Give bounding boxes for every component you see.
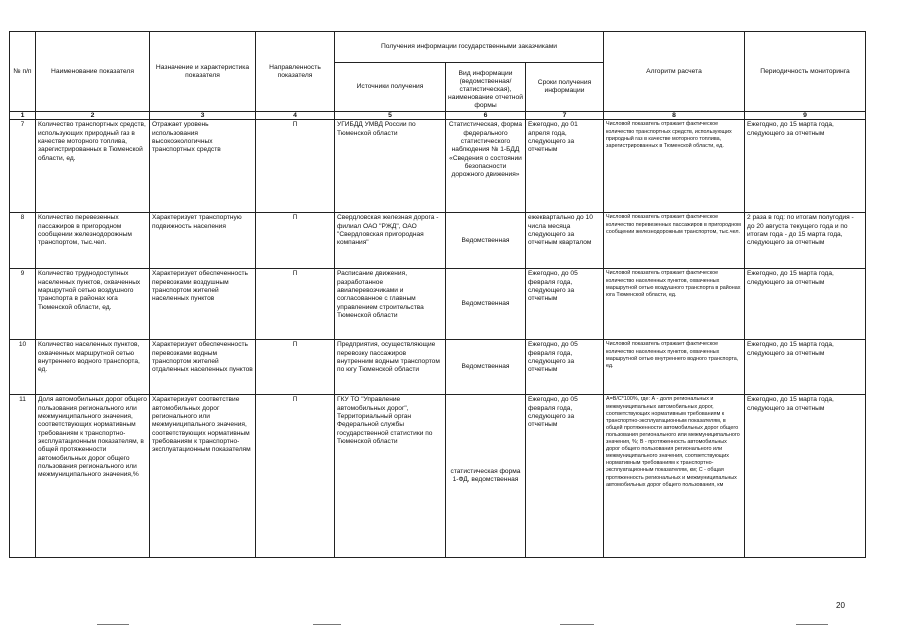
calculation-algorithm: Числовой показатель отражает фактическое количество транспортных средств, использующих природный газ в качестве моторного топлива, зарегистрированных в Тюменской области, ед.	[604, 120, 745, 213]
info-terms: Ежегодно, до 05 февраля года, следующего за отчетным	[526, 269, 604, 340]
page-number: 20	[836, 601, 845, 610]
info-terms: Ежегодно, до 05 февраля года, следующего за отчетным	[526, 340, 604, 395]
scan-artifact-line	[97, 624, 129, 625]
header-periodicity: Периодичность мониторинга	[745, 32, 866, 112]
calculation-algorithm: Числовой показатель отражает фактическое количество населенных пунктов, охваченных маршрутной сетью внутреннего водного транспорта, ед.	[604, 340, 745, 395]
info-kind: статистическая форма 1-ФД, ведомственная	[446, 395, 526, 558]
indicator-purpose: Отражает уровень использования высокоэкологичных транспортных средств	[150, 120, 256, 213]
info-terms: ежеквартально до 10 числа месяца следующего за отчетным кварталом	[526, 213, 604, 269]
info-source: УГИБДД УМВД России по Тюменской области	[335, 120, 446, 213]
header-terms: Сроки получения информации	[526, 63, 604, 112]
col-number: 7	[526, 112, 604, 120]
indicator-purpose: Характеризует соответствие автомобильных дорог регионального или межмуниципального значения, соответствующих нормативным требованиям к транспортно-эксплуатационным показателям	[150, 395, 256, 558]
column-numbers-row	[10, 112, 866, 120]
header-info-group: Получения информации государственными заказчиками	[335, 32, 604, 63]
indicator-name: Количество транспортных средств, использующих природный газ в качестве моторного топлива, зарегистрированных в Тюменской области, ед.	[36, 120, 150, 213]
table-row	[10, 213, 866, 269]
info-source: Расписание движения, разработанное авиаперевозчиками и согласованное с главным управлением строительства Тюменской области	[335, 269, 446, 340]
header-row-top	[10, 32, 866, 63]
info-kind: Ведомственная	[446, 269, 526, 340]
info-terms: Ежегодно, до 01 апреля года, следующего за отчетным	[526, 120, 604, 213]
table-row	[10, 395, 866, 558]
col-number: 1	[10, 112, 36, 120]
col-number: 4	[256, 112, 335, 120]
col-number: 6	[446, 112, 526, 120]
col-number: 2	[36, 112, 150, 120]
info-kind: Статистическая, форма федерального статистического наблюдения № 1-БДД «Сведения о состоянии безопасности дорожного движения»	[446, 120, 526, 213]
calculation-algorithm: А=В/С*100%, где: А - доля региональных и межмуниципальных автомобильных дорог, соответствующих нормативным требованиям к транспортно-эксплуатационным показателям, в общей протяженности автомобильных дорог общего пользования регионального или межмуниципального значения, %; В - протяженность автомобильных дорог общего пользования регионального или межмуниципального значения, соответствующих нормативным требованиям к транспортно-эксплуатационным показателям, км; С - общая протяженность региональных и межмуниципальных автомобильных дорог общего пользования, км	[604, 395, 745, 558]
indicator-direction: П	[256, 395, 335, 558]
calculation-algorithm: Числовой показатель отражает фактическое количество населенных пунктов, охваченных маршрутной сетью воздушного транспорта в районах юга Тюменской области, ед.	[604, 269, 745, 340]
col-number: 5	[335, 112, 446, 120]
row-number: 7	[10, 120, 36, 213]
monitoring-periodicity: Ежегодно, до 15 марта года, следующего за отчетным	[745, 269, 866, 340]
monitoring-periodicity: Ежегодно, до 15 марта года, следующего за отчетным	[745, 120, 866, 213]
indicator-direction: П	[256, 120, 335, 213]
table-row	[10, 269, 866, 340]
col-number: 8	[604, 112, 745, 120]
header-purpose: Назначение и характеристика показателя	[150, 32, 256, 112]
info-source: ГКУ ТО "Управление автомобильных дорог", Территориальный орган Федеральной службы государственной статистики по Тюменской области	[335, 395, 446, 558]
header-algorithm: Алгоритм расчета	[604, 32, 745, 112]
table-row	[10, 340, 866, 395]
info-terms: Ежегодно, до 05 февраля года, следующего за отчетным	[526, 395, 604, 558]
monitoring-periodicity: Ежегодно, до 15 марта года, следующего за отчетным	[745, 395, 866, 558]
indicator-name: Количество населенных пунктов, охваченных маршрутной сетью внутреннего водного транспорта, ед.	[36, 340, 150, 395]
scan-artifact-line	[313, 624, 341, 625]
row-number: 11	[10, 395, 36, 558]
monitoring-periodicity: 2 раза в год: по итогам полугодия - до 20 августа текущего года и по итогам года - до 15 марта года, следующего за отчетным	[745, 213, 866, 269]
indicator-direction: П	[256, 340, 335, 395]
info-kind: Ведомственная	[446, 213, 526, 269]
indicator-direction: П	[256, 269, 335, 340]
scan-artifact-line	[560, 624, 594, 625]
row-number: 9	[10, 269, 36, 340]
calculation-algorithm: Числовой показатель отражает фактическое количество перевезенных пассажиров в пригородном сообщении железнодорожным транспортом, тыс.чел.	[604, 213, 745, 269]
indicator-name: Количество труднодоступных населенных пунктов, охваченных маршрутной сетью воздушного транспорта в районах юга Тюменской области, ед.	[36, 269, 150, 340]
header-num: № п/п	[10, 32, 36, 112]
row-number: 8	[10, 213, 36, 269]
info-source: Предприятия, осуществляющие перевозку пассажиров внутренним водным транспортом по югу Тюменской области	[335, 340, 446, 395]
table-row	[10, 120, 866, 213]
header-direction: Направленность показателя	[256, 32, 335, 112]
header-indicator: Наименование показателя	[36, 32, 150, 112]
indicator-name: Доля автомобильных дорог общего пользования регионального или межмуниципального значения, соответствующих нормативным требованиям к транспортно-эксплуатационным показателям, в общей протяженности автомобильных дорог общего пользования регионального или межмуниципального значения,%	[36, 395, 150, 558]
indicator-name: Количество перевезенных пассажиров в пригородном сообщении железнодорожным транспортом, тыс.чел.	[36, 213, 150, 269]
row-number: 10	[10, 340, 36, 395]
info-source: Свердловская железная дорога - филиал ОАО "РЖД", ОАО "Свердловская пригородная компания"	[335, 213, 446, 269]
indicator-purpose: Характеризует обеспеченность перевозками водным транспортом жителей отдаленных населенных пунктов	[150, 340, 256, 395]
header-info-kind: Вид информации (ведомственная/ статистическая), наименование отчетной формы	[446, 63, 526, 112]
indicator-purpose: Характеризует обеспеченность перевозками воздушным транспортом жителей населенных пунктов	[150, 269, 256, 340]
header-sources: Источники получения	[335, 63, 446, 112]
indicator-direction: П	[256, 213, 335, 269]
monitoring-periodicity: Ежегодно, до 15 марта года, следующего за отчетным	[745, 340, 866, 395]
col-number: 3	[150, 112, 256, 120]
col-number: 9	[745, 112, 866, 120]
info-kind: Ведомственная	[446, 340, 526, 395]
scan-artifact-line	[796, 624, 828, 625]
indicator-purpose: Характеризует транспортную подвижность населения	[150, 213, 256, 269]
indicators-table	[9, 31, 866, 558]
